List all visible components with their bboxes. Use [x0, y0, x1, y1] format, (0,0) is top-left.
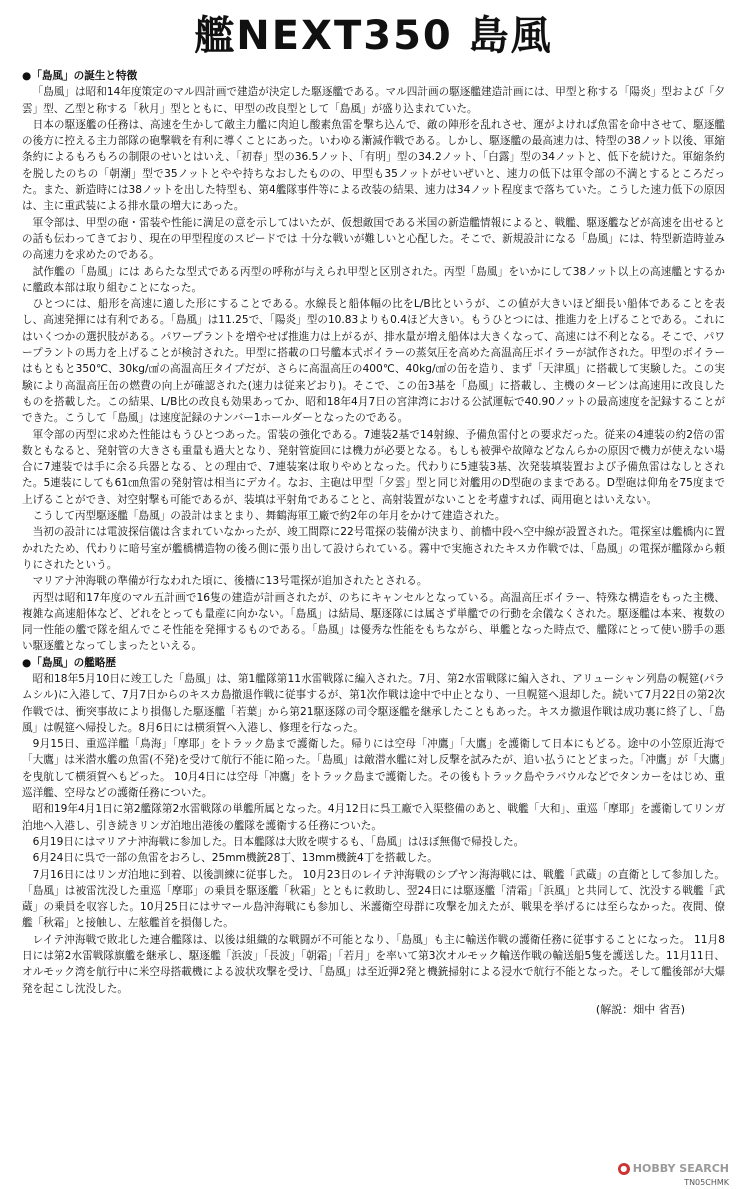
paragraph: マリアナ沖海戦の準備が行なわれた頃に、後檣に13号電探が追加されたとされる。 [32, 575, 428, 588]
paragraph: ひとつには、船形を高速に適した形にすることである。水線長と船体幅の比をL/B比というが、この値が大きいほど細長い船体であることを表し、高速発揮には有利である。「島風」は11.25で、「陽炎」型の10.83よりも0.4ほど大きい。もうひとつには、推進力を上げることである。これにはいくつかの選択肢がある。パワープラントを増やせば推進力は上がるが、排水量が増え船体は大きくなって、高速には不利となる。そこで、パワープラントの馬力を上げることが検討された。甲型に搭載の口号艦本式ボイラーの蒸気圧を高めた高温高圧ボイラーが試作された。甲型のボイラーはもともと350℃、30kg/㎠の高温高圧タイプだが、さらに高温高圧の400℃、40kg/㎠の缶を造り、まず「天津風」に搭載して実験した。この実験により高温高圧缶の燃費の向上が確認された(速力は従来どおり)。そこで、この缶3基を「島風」に搭載し、主機のタービンは高速用に改良したものを搭載した。この結果、L/B比の改良も効果あってか、昭和18年4月7日の宮津湾における公試運転で40.90ノットの最高速度を記録することができた。こうして「島風」は速度記録のナンバー1ホールダーとなったのである。 [22, 298, 725, 425]
paragraph: こうして丙型駆逐艦「島風」の設計はまとまり、舞鶴海軍工廠で約2年の年月をかけて建造された。 [32, 510, 506, 523]
watermark-text: HOBBY SEARCH [632, 1162, 729, 1175]
article-body [22, 68, 725, 997]
paragraph: 日本の駆逐艦の任務は、高速を生かして敵主力艦に肉迫し酸素魚雷を撃ち込んで、敵の陣形を乱れさせ、運がよければ魚雷を命中させて、駆逐艦の後方に控える主力部隊の砲撃戦を有利に導くことにあった。いわゆる漸減作戦である。しかし、駆逐艦の最高速力は、特型の38ノット以後、軍縮条約によるもろもろの制限のせいとはいえ、「初春」型の36.5ノット、「有明」型の34.2ノット、「白露」型の34ノットと、低下を続けた。軍縮条約を脱したのちの「朝潮」型で35ノットとやや持ちなおしたものの、甲型も35ノットがせいぜいと、速力の低下は軍令部の不満とするところだった。また、新造時には38ノットを出した特型も、第4艦隊事件等による改装の結果、速力は34ノット程度まで落ちていた。こうした速力低下の原因は、主に重武装による排水量の増大にあった。 [22, 118, 725, 213]
page-title: 艦NEXT350 島風 [194, 13, 553, 59]
hobby-search-logo-icon: ● [618, 1163, 630, 1175]
author-credit: (解説：畑中 省吾) [595, 1002, 685, 1016]
paragraph: 軍令部は、甲型の砲・雷装や性能に満足の意を示してはいたが、仮想敵国である米国の新造艦情報によると、戦艦、駆逐艦などが高速を出せるとの話も伝わってきており、現在の甲型程度のスピードでは 十分な戦いが難しいと心配した。そこで、新規設計になる「島風」には、特型新造時並みの高速力を求めたのである。 [22, 216, 725, 262]
paragraph: 7月16日にはリンガ泊地に到着、以後訓練に従事した。 10月23日のレイテ沖海戦のシブヤン海海戦には、戦艦「武蔵」の直衛として参加した。「島風」は被雷沈没した重巡「摩耶」の乗員を駆逐艦「秋霜」とともに救助し、翌24日には駆逐艦「清霜」「浜風」と共同して、沈没する戦艦「武蔵」の乗員を収容した。10月25日にはサマール島沖海戦にも参加し、米護衛空母群に攻撃を加えたが、戦果を挙げるには至らなかった。夜間、僚艦「秋霜」と接触し、左舷艦首を損傷した。 [22, 868, 725, 930]
paragraph: 当初の設計には電波探信儀は含まれていなかったが、竣工間際に22号電探の装備が決まり、前檣中段へ空中線が設置された。電探室は艦橋内に置かれたため、代わりに暗号室が艦橋構造物の後ろ側に張り出して設けられている。霧中で実施されたキスカ作戦では、「島風」の電探が艦隊から頼りにされたという。 [22, 526, 725, 571]
section-heading: ●「島風」の誕生と特徴 [22, 70, 138, 82]
paragraph: 「島風」は昭和14年度策定のマル四計画で建造が決定した駆逐艦である。マル四計画の駆逐艦建造計画には、甲型と称する「陽炎」型および「夕雲」型、乙型と称する「秋月」型とともに、甲型の改良型として「島風」が盛り込まれていた。 [22, 86, 725, 115]
paragraph: 丙型は昭和17年度のマル五計画で16隻の建造が計画されたが、のちにキャンセルとなっている。高温高圧ボイラー、特殊な構造をもった主機、複雑な高速船体など、どれをとっても量産に向かない。「島風」は結局、駆逐隊には属さず単艦での行動を余儀なくされた。駆逐艦は本来、複数の同一性能の艦で隊を組んでこそ性能を発揮するものである。「島風」は優秀な性能をもちながら、単艦となった時点で、艦隊にとって使い勝手の悪い駆逐艦となってしまったといえる。 [22, 591, 725, 653]
watermark-logo [618, 1162, 729, 1175]
paragraph: 9月15日、重巡洋艦「鳥海」「摩耶」をトラック島まで護衛した。帰りには空母「冲鷹」「大鷹」を護衛して日本にもどる。途中の小笠原近海で「大鷹」は米潜水艦の魚雷(不発)を受けて航行不能に陥った。「島風」は敵潜水艦に対し反撃を試みたが、追い払うにとどまった。「冲鷹」が「大鷹」を曳航して横須賀へもどった。 10月4日には空母「冲鷹」をトラック島まで護衛した。その後もトラック島やラバウルなどでタンカーをはじめ、重巡洋艦、空母などの護衛任務についた。 [22, 738, 725, 800]
paragraph: 試作艦の「島風」には あらたな型式である丙型の呼称が与えられ甲型と区別された。丙型「島風」をいかにして38ノット以上の高速艦とするかに艦政本部は取り組むことになった。 [22, 265, 725, 294]
product-code: TN05CHMK [684, 1178, 729, 1187]
paragraph: 昭和19年4月1日に第2艦隊第2水雷戦隊の単艦所属となった。4月12日に呉工廠で入渠整備のあと、戦艦「大和」、重巡「摩耶」を護衛してリンガ泊地へ入港し、引き続きリンガ泊地出港後の艦隊を護衛する任務についた。 [22, 803, 725, 832]
paragraph: レイテ沖海戦で敗北した連合艦隊は、以後は組織的な戦闘が不可能となり、「島風」も主に輸送作戦の護衛任務に従事することになった。 11月8日には第2水雷戦隊旗艦を継承し、駆逐艦「浜波」「長波」「朝霜」「若月」を率いて第3次オルモック輸送作戦の輸送船5隻を護送した。11月11日、オルモック湾を航行中に米空母搭載機による波状攻撃を受け、「島風」は至近弾2発と機銃掃射による浸水で航行不能となった。そして艦後部が大爆発を起こし沈没した。 [22, 933, 725, 995]
paragraph: 6月19日にはマリアナ沖海戦に参加した。日本艦隊は大敗を喫するも、「島風」はほぼ無傷で帰投した。 [32, 835, 525, 848]
paragraph: 軍令部の丙型に求めた性能はもうひとつあった。雷装の強化である。7連装2基で14射線、予備魚雷付との要求だった。従来の4連装の約2倍の雷数ともなると、発射管の大きさも重量も過大となり、発射管旋回には機力が必要となる。もしも被弾や故障などなんらかの原因で機力が使えない場合に7連装では手に余る兵器となる、との理由で、7連装案は取りやめとなった。代わりに5連装3基、次発装填装置および予備魚雷はなしとされた。5連装にしても61㎝魚雷の発射管は相当にデカイ。なお、主砲は甲型「夕雲」型と同じ対艦用のD型砲のままである。D型砲は仰角を75度まで上げることができ、対空射撃も可能であるが、装填は平射角であることと、高射装置がないことを考慮すれば、両用砲とはいえない。 [22, 428, 725, 506]
paragraph: 昭和18年5月10日に竣工した「島風」は、第1艦隊第11水雷戦隊に編入された。7月、第2水雷戦隊に編入され、アリューシャン列島の幌筵(パラムシル)に入港して、7月7日からのキスカ島撤退作戦に従事するが、第1次作戦は途中で中止となり、一旦幌筵へ退却した。続いて7月22日の第2次作戦では、衝突事故により損傷した駆逐艦「若葉」から第21駆逐隊の司令駆逐艦を継承したこともあった。キスカ撤退作戦は成功裏に終了し、「島風」は幌筵へ帰投した。8月6日には横須賀へ入港し、修理を行なった。 [22, 672, 725, 734]
section-heading: ●「島風」の艦略歴 [22, 656, 116, 669]
paragraph: 6月24日に呉で一部の魚雷をおろし、25mm機銃28丁、13mm機銃4丁を搭載した。 [32, 852, 438, 865]
